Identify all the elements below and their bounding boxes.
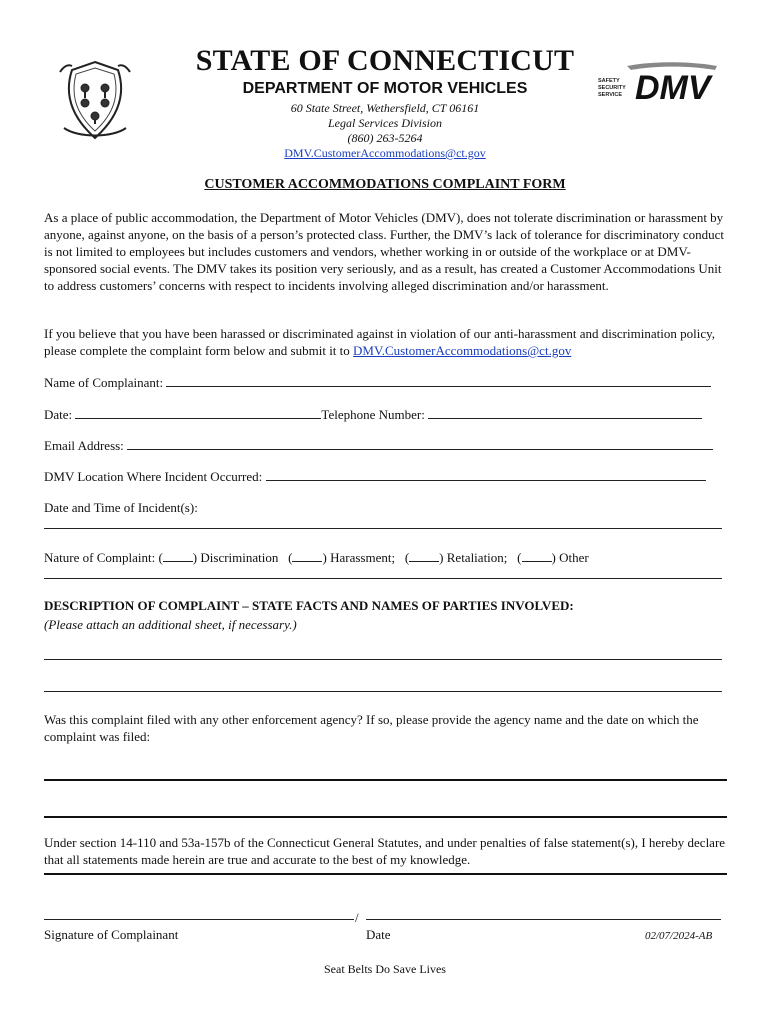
date-label: Date: [44,407,73,422]
datetime-input-line[interactable] [44,528,722,529]
declaration-paragraph: Under section 14-110 and 53a-157b of the Connecticut General Statutes, and under penalties of false statement(s), I hereby declare that all statements made herein are true and accurate to the best of my knowledge. [44,835,726,867]
discrimination-checkbox[interactable]: ( ) [158,550,198,565]
nature-input-line[interactable] [44,578,722,579]
svg-text:SAFETY: SAFETY [598,78,620,84]
footer-slogan: Seat Belts Do Save Lives [324,962,446,976]
signature-line[interactable] [44,919,354,920]
location-field [44,468,728,485]
agency-answer-line-1[interactable] [44,779,727,781]
location-label: DMV Location Where Incident Occurred: [44,469,263,484]
description-line-2[interactable] [44,691,722,692]
location-input-line[interactable] [266,468,706,481]
signature-date-label: Date [366,927,391,942]
phone-line: (860) 263-5264 [347,131,423,145]
telephone-label: Telephone Number: [321,407,425,422]
other-agency-question: Was this complaint filed with any other enforcement agency? If so, please provide the agency name and the date on which the complaint was filed: [44,712,699,744]
name-label: Name of Complainant: [44,375,164,390]
email-input-line[interactable] [127,437,713,450]
slash-divider: / [355,910,359,925]
harassment-checkbox[interactable]: ( ) [288,550,327,565]
svg-text:SECURITY: SECURITY [598,85,626,91]
description-note: (Please attach an additional sheet, if necessary.) [44,617,297,632]
svg-text:SERVICE: SERVICE [598,92,623,98]
telephone-input-line[interactable] [428,406,702,419]
agency-answer-line-2[interactable] [44,816,727,818]
retaliation-checkbox[interactable]: ( ) [404,550,444,565]
description-line-1[interactable] [44,659,722,660]
instructions-text: If you believe that you have been harassed or discriminated against in violation of our anti-harassment and discrimination policy, please complete the complaint form below and submit it to [44,326,715,358]
state-title: STATE OF CONNECTICUT [195,44,575,77]
email-label: Email Address: [44,438,124,453]
retaliation-label: Retaliation; [446,550,508,565]
datetime-label-row [44,500,728,516]
email-field [44,437,728,454]
name-field [44,374,728,391]
name-input-line[interactable] [166,374,711,387]
instructions-paragraph [44,325,728,359]
discrimination-label: Discrimination [200,550,279,565]
header-email-link[interactable]: DMV.CustomerAccommodations@ct.gov [284,146,486,160]
address-line: 60 State Street, Wethersfield, CT 06161 [290,101,480,115]
intro-paragraph: As a place of public accommodation, the Department of Motor Vehicles (DMV), does not tolerate discrimination or harassment by anyone, against anyone, on the basis of a person’s protected class. Further, the DMV’s lack of tolerance for discriminatory conduct is not limited to employees but includes customers and vendors, whether working in or outside of the workplace or at DMV- sponsored social events. The DMV takes its position very seriously, and as a result, has created a Customer Accommodations Unit to address customers’ concerns with respect to incidents involving alleged discrimination and/or harassment. [44,210,724,293]
harassment-label: Harassment; [330,550,396,565]
description-title: DESCRIPTION OF COMPLAINT – STATE FACTS AND NAMES OF PARTIES INVOLVED: [44,598,574,613]
nature-row [44,549,728,566]
date-signature-line[interactable] [366,919,721,920]
date-input-line[interactable] [75,406,321,419]
form-code: 02/07/2024-AB [645,930,713,942]
datetime-label: Date and Time of Incident(s): [44,500,198,515]
declaration-separator [44,873,727,875]
form-title: CUSTOMER ACCOMMODATIONS COMPLAINT FORM [204,177,566,192]
signature-label: Signature of Complainant [44,927,179,942]
division-line: Legal Services Division [328,116,442,130]
department-title: DEPARTMENT OF MOTOR VEHICLES [242,80,528,97]
other-checkbox[interactable]: ( ) [517,550,556,565]
svg-text:DMV: DMV [635,69,711,102]
instructions-email-link[interactable]: DMV.CustomerAccommodations@ct.gov [353,343,572,358]
nature-label: Nature of Complaint: [44,550,156,565]
date-phone-row [44,406,728,423]
other-label: Other [559,550,589,565]
